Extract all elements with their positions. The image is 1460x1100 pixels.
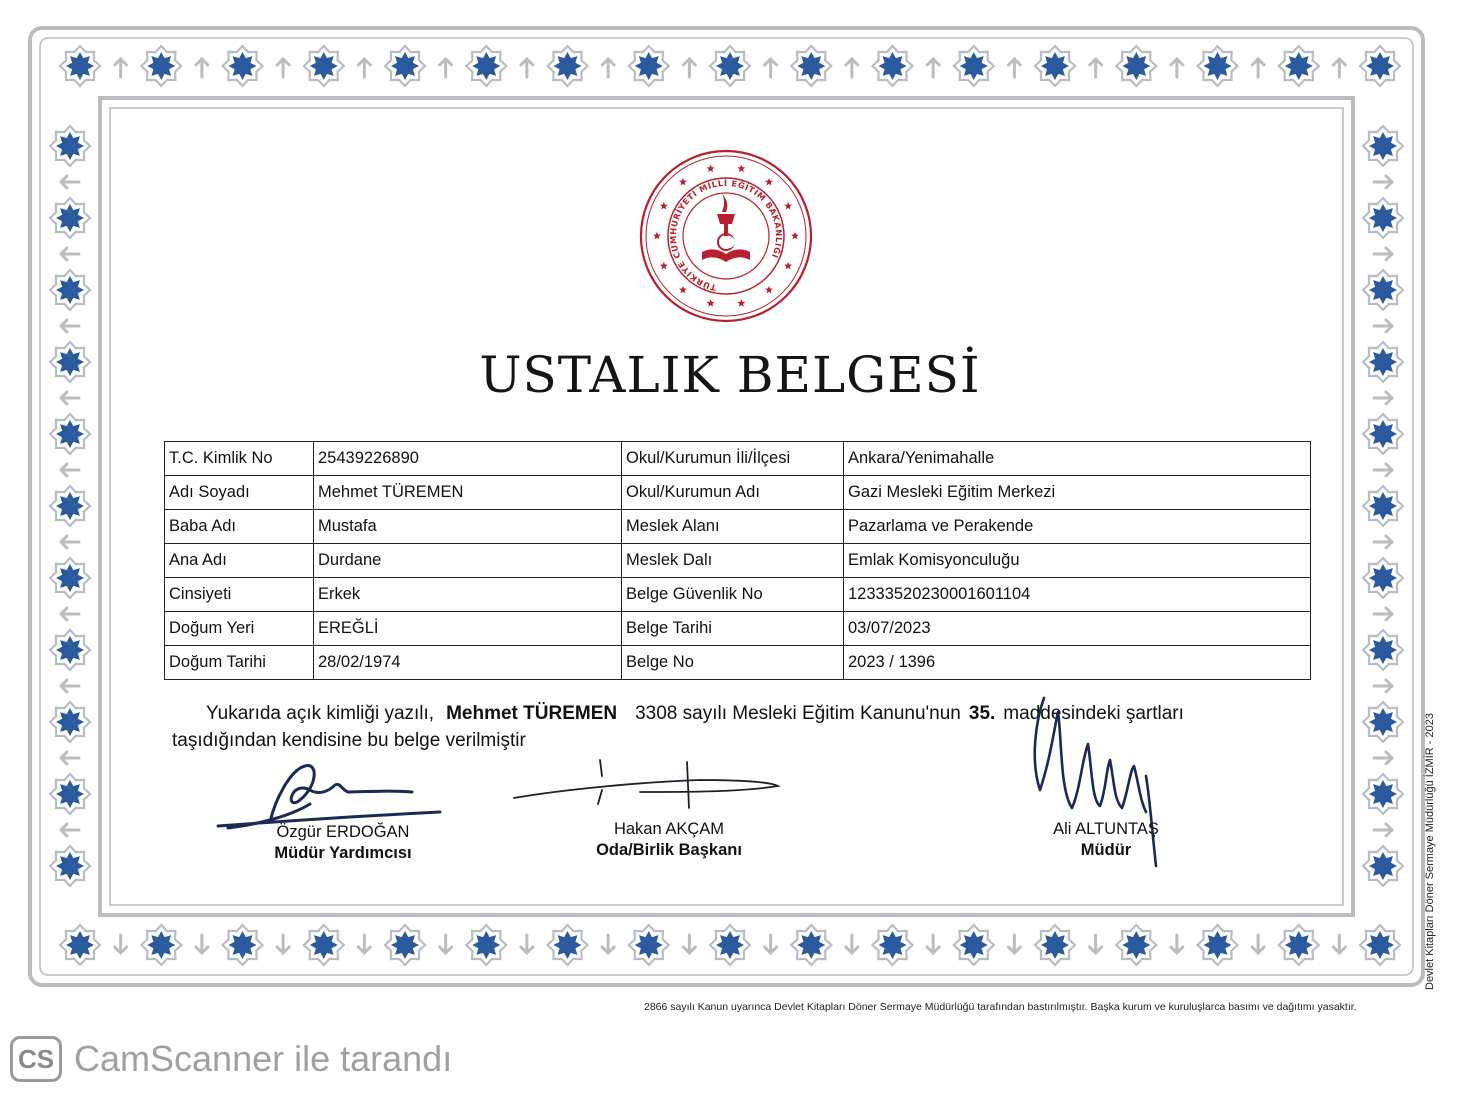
- signature-2: [514, 760, 778, 808]
- signatory-role: Oda/Birlik Başkanı: [596, 841, 742, 859]
- field-label: Doğum Yeri: [165, 612, 314, 646]
- signatory-principal: [1016, 819, 1196, 861]
- field-label: Okul/Kurumun İli/İlçesi: [622, 442, 844, 476]
- document-title: USTALIK BELGESİ: [479, 346, 981, 404]
- field-value: Durdane: [314, 544, 622, 578]
- field-value: Mustafa: [314, 510, 622, 544]
- field-value: 03/07/2023: [844, 612, 1311, 646]
- field-label: Cinsiyeti: [165, 578, 314, 612]
- statement-holder-name: Mehmet TÜREMEN: [446, 703, 618, 724]
- field-value: Gazi Mesleki Eğitim Merkezi: [844, 476, 1311, 510]
- signatory-role: Müdür: [1080, 841, 1132, 859]
- statement-line-2: taşıdığından kendisine bu belge verilmiştir: [172, 730, 526, 751]
- field-label: Belge Güvenlik No: [622, 578, 844, 612]
- field-value: 2023 / 1396: [844, 646, 1311, 680]
- field-label: T.C. Kimlik No: [165, 442, 314, 476]
- field-value: Mehmet TÜREMEN: [314, 476, 622, 510]
- camscanner-watermark: [10, 1034, 452, 1084]
- field-label: Ana Adı: [165, 544, 314, 578]
- signatory-role: Müdür Yardımcısı: [274, 844, 412, 862]
- field-value: EREĞLİ: [314, 612, 622, 646]
- field-label: Belge No: [622, 646, 844, 680]
- field-value: 12333520230001601104: [844, 578, 1311, 612]
- field-label: Baba Adı: [165, 510, 314, 544]
- statement-suffix: maddesindeki şartları: [1003, 703, 1184, 724]
- field-label: Doğum Tarihi: [165, 646, 314, 680]
- field-label: Meslek Alanı: [622, 510, 844, 544]
- field-label: Belge Tarihi: [622, 612, 844, 646]
- statement-prefix: Yukarıda açık kimliği yazılı,: [206, 703, 435, 724]
- signatory-name: Hakan AKÇAM: [613, 820, 725, 838]
- signatory-deputy-principal: [248, 822, 438, 864]
- statement-law: 3308 sayılı Mesleki Eğitim Kanunu'nun: [635, 703, 961, 724]
- field-value: Erkek: [314, 578, 622, 612]
- legal-footnote: 2866 sayılı Kanun uyarınca Devlet Kitapları Döner Sermaye Müdürlüğü tarafından bastırılmıştır. Başka kurum ve kuruluşlarca basımı ve dağıtımı yasaktır.: [644, 1001, 1357, 1013]
- statement-article: 35.: [968, 703, 996, 724]
- field-value: Ankara/Yenimahalle: [844, 442, 1311, 476]
- field-value: 28/02/1974: [314, 646, 622, 680]
- printer-side-note: Devlet Kitapları Döner Sermaye Müdürlüğü İZMİR - 2023: [1424, 713, 1436, 990]
- camscanner-logo-icon: CS: [10, 1036, 62, 1082]
- signatory-chamber-president: [574, 819, 764, 861]
- field-value: Pazarlama ve Perakende: [844, 510, 1311, 544]
- signatory-name: Özgür ERDOĞAN: [276, 823, 410, 841]
- field-value: 25439226890: [314, 442, 622, 476]
- field-label: Adı Soyadı: [165, 476, 314, 510]
- signatory-name: Ali ALTUNTAŞ: [1053, 820, 1159, 838]
- camscanner-text: CamScanner ile tarandı: [74, 1038, 453, 1079]
- field-label: Meslek Dalı: [622, 544, 844, 578]
- signature-1: [218, 766, 440, 828]
- field-value: Emlak Komisyonculuğu: [844, 544, 1311, 578]
- field-label: Okul/Kurumun Adı: [622, 476, 844, 510]
- seal-ring-text: TÜRKİYE CUMHURİYETİ MİLLİ EĞİTİM BAKANLIĞI: [667, 177, 785, 293]
